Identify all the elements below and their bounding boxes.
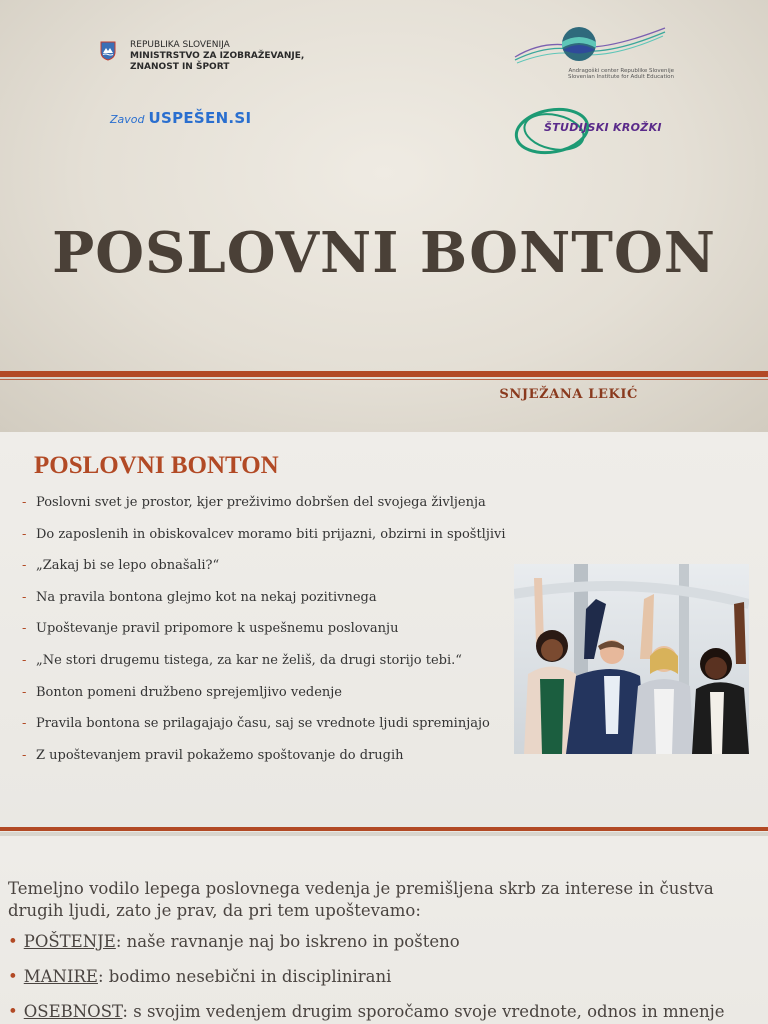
- values-list: [8, 932, 725, 1024]
- value-item: [8, 967, 725, 1002]
- values-slide: [0, 836, 768, 1024]
- bullet-item: - Bonton pomeni družbeno sprejemljivo vedenje: [22, 685, 506, 717]
- bullet-item: - „Zakaj bi se lepo obnašali?“: [22, 558, 506, 590]
- title-divider: [0, 371, 768, 377]
- value-item: [8, 932, 725, 967]
- slide-heading: POSLOVNI BONTON: [34, 452, 279, 479]
- acs-logo-text: [514, 68, 674, 80]
- bullet-item: - Na pravila bontona glejmo kot na nekaj pozitivnega: [22, 590, 506, 622]
- value-term: MANIRE: [23, 967, 98, 986]
- bullet-item: - Upoštevanje pravil pripomore k uspešnemu poslovanju: [22, 621, 506, 653]
- celebrating-team-photo: [514, 564, 749, 754]
- slide-divider: [0, 827, 768, 831]
- value-term: OSEBNOST: [23, 1002, 123, 1021]
- bullet-dot: •: [8, 1002, 18, 1021]
- author-name: SNJEŽANA LEKIĆ: [499, 387, 638, 402]
- zavod-logo-small: Zavod: [110, 113, 145, 126]
- bullet-item: - „Ne stori drugemu tistega, za kar ne želiš, da drugi storijo tebi.“: [22, 653, 506, 685]
- value-term: POŠTENJE: [23, 932, 116, 951]
- value-text: : bodimo nesebični in disciplinirani: [97, 967, 392, 986]
- ministry-line-2: MINISTRSTVO ZA IZOBRAŽEVANJE,: [130, 51, 305, 61]
- bullet-dot: •: [8, 932, 18, 951]
- zavod-uspesen-logo: [110, 108, 251, 127]
- bullet-dot: •: [8, 967, 18, 986]
- slovenia-coat-of-arms-icon: [100, 41, 116, 61]
- value-text: : naše ravnanje naj bo iskreno in pošteno: [115, 932, 460, 951]
- title-slide: [0, 0, 768, 432]
- intro-paragraph: Temeljno vodilo lepega poslovnega vedenja je premišljena skrb za interese in čustva drugih ljudi, zato je prav, da pri tem upoštevamo:: [8, 879, 714, 920]
- bullet-item: - Do zaposlenih in obiskovalcev moramo biti prijazni, obzirni in spoštljivi: [22, 527, 506, 559]
- bullet-item: - Pravila bontona se prilagajajo času, saj se vrednote ljudi spreminjajo: [22, 716, 506, 748]
- ministry-line-3: ZNANOST IN ŠPORT: [130, 62, 230, 72]
- bullet-item: - Poslovni svet je prostor, kjer preživimo dobršen del svojega življenja: [22, 495, 506, 527]
- title-divider-thin: [0, 379, 768, 380]
- ministry-line-1: REPUBLIKA SLOVENIJA: [130, 40, 230, 50]
- bonton-overview-slide: [0, 432, 768, 832]
- acs-line-1: Andragoški center Republike Slovenije: [568, 68, 674, 74]
- zavod-logo-big: USPEŠEN.SI: [148, 109, 252, 127]
- bullet-list: [22, 495, 506, 779]
- acs-line-2: Slovenian Institute for Adult Education: [568, 74, 674, 80]
- ministry-text: [130, 40, 304, 73]
- ministry-logo: [100, 40, 304, 73]
- value-text: : s svojim vedenjem drugim sporočamo svoje vrednote, odnos in mnenje: [122, 1002, 725, 1021]
- studijski-krozki-text: ŠTUDIJSKI KROŽKI: [544, 121, 662, 134]
- bullet-item: - Z upoštevanjem pravil pokažemo spoštovanje do drugih: [22, 748, 506, 780]
- presentation-title: POSLOVNI BONTON: [52, 220, 716, 286]
- value-item: [8, 1002, 725, 1024]
